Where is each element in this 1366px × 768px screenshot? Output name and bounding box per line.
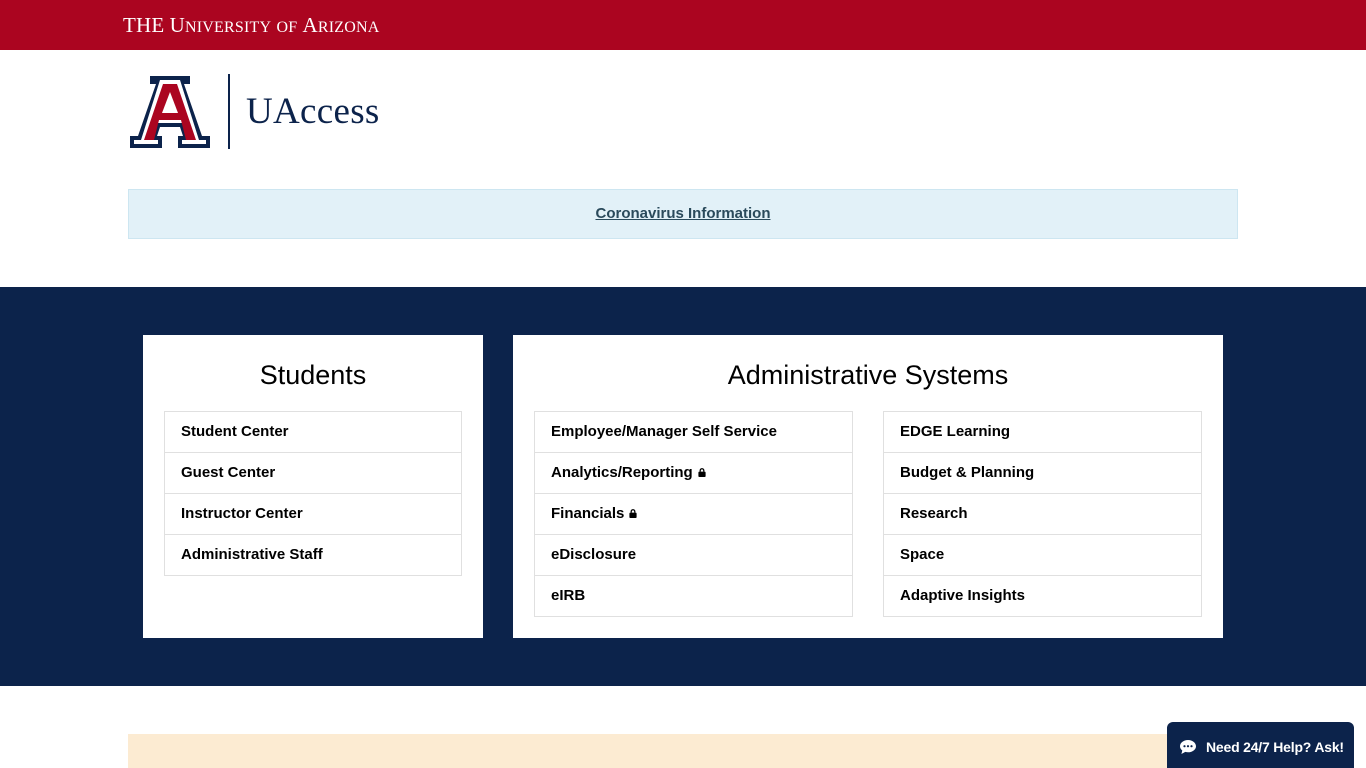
adaptive-insights-link[interactable]: Adaptive Insights xyxy=(884,575,1201,616)
edge-learning-link[interactable]: EDGE Learning xyxy=(900,423,1011,440)
financials-link[interactable]: Financials xyxy=(535,493,852,534)
notice-banner xyxy=(128,734,1238,768)
administrative-systems-heading: Administrative Systems xyxy=(727,360,1009,390)
lock-icon xyxy=(629,509,637,518)
lock-icon xyxy=(698,468,706,477)
employee-manager-self-service-link[interactable]: Employee/Manager Self Service xyxy=(551,423,777,440)
university-header-bar xyxy=(0,0,1366,50)
edisclosure-link[interactable]: eDisclosure xyxy=(535,534,852,575)
help-chat-label: Need 24/7 Help? Ask! xyxy=(1206,739,1344,755)
info-alert-banner xyxy=(128,189,1238,239)
administrative-systems-card xyxy=(513,335,1223,638)
students-heading: Students xyxy=(259,360,367,390)
instructor-center-link[interactable]: Instructor Center xyxy=(165,493,461,534)
university-name-link[interactable]: THE UNIVERSITY OF ARIZONA xyxy=(123,13,380,37)
students-card xyxy=(143,335,483,638)
chat-bubble-icon xyxy=(1179,739,1197,755)
admin-link-list-left xyxy=(534,411,853,617)
administrative-staff-link[interactable]: Administrative Staff xyxy=(165,534,461,575)
help-chat-button[interactable] xyxy=(1167,722,1354,768)
students-link-list xyxy=(164,411,462,576)
research-link[interactable]: Research xyxy=(884,493,1201,534)
university-a-logo-icon xyxy=(130,76,210,148)
space-link[interactable]: Space xyxy=(884,534,1201,575)
coronavirus-info-link[interactable]: Coronavirus Information xyxy=(595,205,771,222)
eirb-link[interactable]: eIRB xyxy=(535,575,852,616)
uaccess-logo-text: UAccess xyxy=(246,91,380,132)
analytics-reporting-link[interactable]: Analytics/Reporting xyxy=(535,452,852,493)
student-center-link[interactable]: Student Center xyxy=(181,423,289,440)
admin-link-list-right xyxy=(883,411,1202,617)
guest-center-link[interactable]: Guest Center xyxy=(165,452,461,493)
budget-planning-link[interactable]: Budget & Planning xyxy=(884,452,1201,493)
logo-divider xyxy=(228,74,230,149)
